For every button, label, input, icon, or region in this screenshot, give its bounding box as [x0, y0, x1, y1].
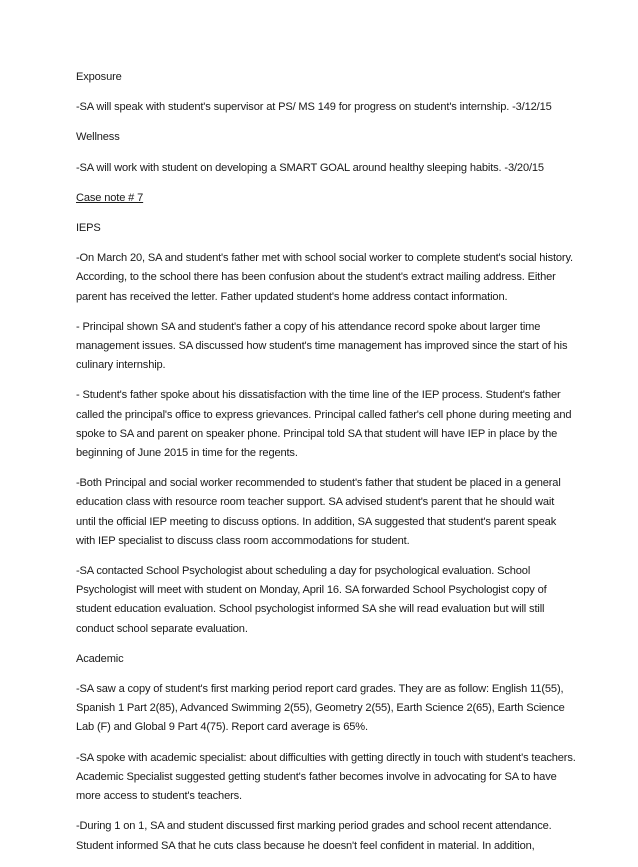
ieps-note-4: -Both Principal and social worker recommended to student's father that student be placed in a general education class with resource room teacher support. SA advised student's parent that he should wait until the official IEP meeting to discuss options. In addition, SA suggested that student's parent speak with IEP specialist to discuss class room accommodations for student. [76, 477, 561, 547]
ieps-note-5: -SA contacted School Psychologist about scheduling a day for psychological evaluation. School Psychologist will meet with student on Monday, April 16. SA forwarded School Psychologist copy of student education evaluation. School psychologist informed SA she will read evaluation but will still conduct school separate evaluation. [76, 565, 547, 635]
academic-note-2: -SA spoke with academic specialist: about difficulties with getting directly in touch with student's teachers. Academic Specialist suggested getting student's father becomes involve in advocating for SA to have more access to student's teachers. [76, 751, 576, 803]
academic-note-1: -SA saw a copy of student's first marking period report card grades. They are as follow: English 11(55), Spanish 1 Part 2(85), Advanced Swimming 2(55), Geometry 2(55), Earth Science 2(65), Earth Science Lab (F) and Global 9 Part 4(75). Report card average is 65%. [76, 683, 565, 734]
case-note-title: Case note # 7 [76, 191, 144, 204]
section-heading-ieps: IEPS [76, 222, 101, 235]
document-page [76, 68, 576, 867]
ieps-note-2: - Principal shown SA and student's father a copy of his attendance record spoke about larger time management issues. SA discussed how student's time management has improved since the start of his culinary internship. [76, 320, 568, 372]
ieps-note-1: -On March 20, SA and student's father met with school social worker to complete student's social history. According, to the school there has been confusion about the student's extract mailing address. Either parent has received the letter. Father updated student's home address contact information. [76, 252, 573, 303]
ieps-note-3: - Student's father spoke about his dissatisfaction with the time line of the IEP process. Student's father called the principal's office to express grievances. Principal called father's cell phone during meeting and spoke to SA and parent on speaker phone. Principal told SA that student will have IEP in place by the beginning of June 2015 in time for the regents. [76, 389, 572, 460]
academic-note-3: -During 1 on 1, SA and student discussed first marking period grades and school recent attendance. Student informed SA that he cuts class because he doesn't feel confident in material. In addition, [76, 820, 552, 852]
section-heading-wellness: Wellness [76, 131, 120, 144]
wellness-note: -SA will work with student on developing a SMART GOAL around healthy sleeping habits. -3/20/15 [76, 161, 544, 174]
section-heading-academic: Academic [76, 652, 124, 665]
exposure-note: -SA will speak with student's supervisor at PS/ MS 149 for progress on student's internship. -3/12/15 [76, 101, 552, 114]
section-heading-exposure: Exposure [76, 71, 122, 83]
